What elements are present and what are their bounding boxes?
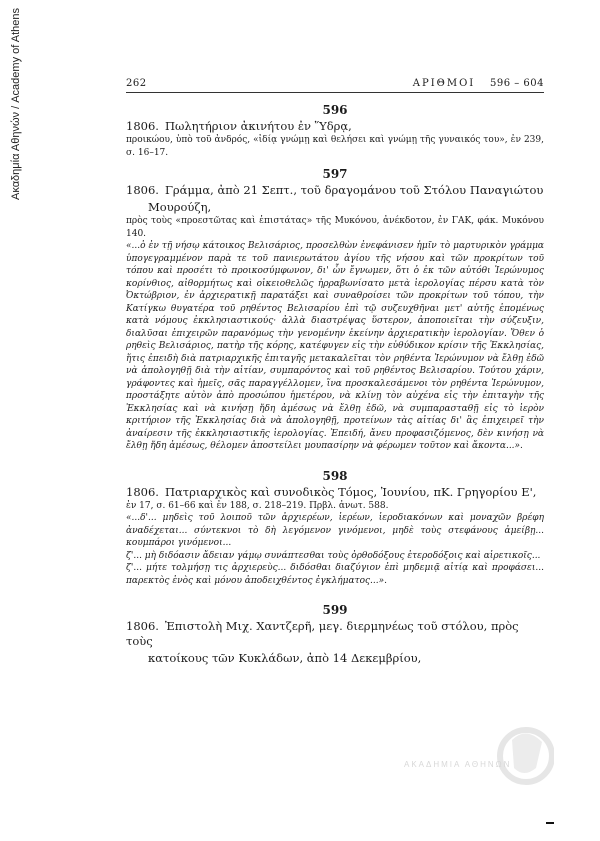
entry-title: Γράμμα, ἀπὸ 21 Σεπτ., τοῦ δραγομάνου τοῦ Στόλου Παναγιώτου	[164, 183, 544, 197]
entry-title-continued: κατοίκους τῶν Κυκλάδων, ἀπὸ 14 Δεκεμβρίου,	[148, 651, 422, 665]
watermark-text: ΑΚΑΔΗΜΙΑ ΑΘΗΝΩΝ	[404, 760, 512, 769]
entry-quote-line: ζ'... μὴ διδόασιν ἄδειαν γάμῳ συνάπτεσθαι τοὺς ὀρθοδόξους ἑτεροδόξοις καὶ αἱρετικοῖς...	[126, 550, 541, 561]
entry-quote-line: «...δ'... μηδεὶς τοῦ λοιποῦ τῶν ἀρχιερέων, ἱερέων, ἱεροδιακόνων καὶ μοναχῶν βρέφη ἀναδέχεται... σύντεκνοι τὸ δὴ λεγόμενον γινόμενοι, μηδὲ τοὺς στεφάνους ἀμείβῃ... κουμπάροι γινόμενοι...	[126, 513, 544, 548]
page-body	[126, 78, 544, 666]
entry-number: 596	[322, 103, 348, 117]
spine-label: Ακαδημία Αθηνών / Academy of Athens	[10, 7, 22, 200]
running-header	[126, 78, 544, 89]
entry-body: πρὸς τοὺς «προεστῶτας καὶ ἐπιστάτας» τῆς Μυκόνου, ἀνέκδοτον, ἐν ΓΑΚ, φάκ. Μυκόνου 140.	[126, 216, 544, 239]
entry-number: 599	[322, 603, 348, 617]
entry-body: ἐν 17, σ. 61–66 καὶ ἐν 188, σ. 218–219. Πρβλ. ἀνωτ. 588.	[126, 500, 389, 511]
entry-number: 597	[322, 167, 348, 181]
athena-head-icon	[404, 718, 554, 798]
entry-year: 1806.	[126, 619, 159, 633]
entry-number: 598	[322, 468, 348, 483]
entry-title: Ἐπιστολὴ Μιχ. Χαντζερῆ, μεγ. διερμηνέως τοῦ στόλου, πρὸς τοὺς	[126, 619, 519, 648]
entry-year: 1806.	[126, 183, 159, 197]
page-number: 262	[126, 78, 147, 89]
entry-title: Πατριαρχικὸς καὶ συνοδικὸς Τόμος, Ἰουνίου, πΚ. Γρηγορίου Ε',	[164, 484, 537, 499]
entry-heading	[126, 183, 544, 198]
header-rule	[126, 92, 544, 93]
entry-heading	[126, 119, 544, 134]
entry-year: 1806.	[126, 119, 159, 133]
entry-quote-line: ζ'... μήτε τολμήσῃ τις ἀρχιερεὺς... διδόσθαι διαζύγιον ἐπὶ μηδεμιᾷ αἰτίᾳ καὶ προφάσει... παρεκτὸς ἑνὸς καὶ μόνου ἀποδειχθέντος ἐγκλήματος...».	[126, 563, 544, 586]
header-title: ΑΡΙΘΜΟΙ	[412, 78, 476, 89]
entry-body: προικώου, ὑπὸ τοῦ ἀνδρός, «ἰδίᾳ γνώμῃ καὶ θελήσει καὶ γνώμῃ τῆς γυναικός του», ἐν 239, σ. 16–17.	[126, 135, 544, 158]
entry-heading	[126, 619, 544, 649]
entry-heading	[126, 485, 544, 500]
academy-watermark	[404, 718, 554, 798]
entry-year: 1806.	[126, 484, 159, 499]
entry-quote: «...ὁ ἐν τῇ νήσῳ κάτοικος Βελισάριος, προσελθὼν ἐνεφάνισεν ἡμῖν τὸ μαρτυρικὸν γράμμα ὑπογεγραμμένον παρὰ τε τοῦ πανιερωτάτου ἁγίου τῆς νήσου καὶ τῶν προκρίτων τοῦ τόπου καὶ προσέτι τὸ προικοσύμφωνον, δι' ὧν ἔγνωμεν, ὅτι ὁ ἐκ τῶν αὐτόθι Ἱερώνυμος κορίνθιος, αἰθορμήτως καὶ οἰκειοθελῶς ἠρραβωνίσατο μετὰ ἱερολογίας πέρσυ κατὰ τὸν Ὀκτώβριον, ἐν ἀρχιερατικῇ παρατάξει καὶ συναθροίσει τῶν προκρίτων τοῦ τόπου, τὴν Κατίγκω θυγατέρα τοῦ ρηθέντος Βελισαρίου ἐπὶ τῷ συζευχθῆναι μετ' αὐτῆς ἑπομένως κατὰ νόμους ἐκκλησιαστικούς· ἀλλὰ διαστρέψας ὕστερον, ἀποποιεῖται τὴν σύζευξιν, διαλῦσαι ἐπιχειρῶν παρανόμως τὴν γενομένην ἐκείνην ἀρχιερατικὴν ἱερολογίαν. Ὅθεν ὁ ρηθεὶς Βελισάριος, πατὴρ τῆς κόρης, κατέφυγεν εἰς τὴν εὐθύδικον κρίσιν τῆς Ἐκκλησίας, ἥτις ἐπειδὴ διὰ πατριαρχικῆς ἐπιταγῆς μετακαλεῖται τὸν ρηθέντα Ἱερώνυμον νὰ ἔλθῃ ἐδῶ νὰ ἀπολογηθῇ διὰ τὴν αἰτίαν, συμπαρόντος καὶ τοῦ ρηθέντος Βελισαρίου. Τούτου χάριν, γράφοντες καὶ ἡμεῖς, σᾶς παραγγέλλομεν, ἵνα προσκαλεσάμενοι τὸν ρηθέντα Ἱερώνυμον, προστάξητε αὐτὸν ἀπὸ προσώπου ἡμετέρου, νὰ κλίνῃ τὸν αὐχένα εἰς τὴν ἐπιταγὴν τῆς Ἐκκλησίας καὶ νὰ κινήσῃ ἤδη ἀμέσως νὰ ἔλθῃ ἐδῶ, νὰ συμπαρασταθῇ εἰς τὸ ἱερὸν κριτήριον τῆς Ἐκκλησίας διὰ νὰ ἀπολογηθῇ, προτείνων τὰς αἰτίας δι' ἃς ἐπιχειρεῖ τὴν ἀναίρεσιν τῆς ἐκκλησιαστικῆς ἱερολογίας. Ἐπειδή, ἄνευ προφασιζόμενος, δὲν κινήσῃ νὰ ἔλθῃ ἤδη ἀμέσως, θέλομεν ἀποστείλει μουπασίρην νὰ φέρωμεν τοῦτον καὶ ἄκοντα...».	[126, 241, 544, 451]
header-range: 596 – 604	[489, 78, 544, 89]
entry-title: Πωλητήριον ἀκινήτου ἐν Ὕδρᾳ,	[164, 119, 352, 133]
page-mark	[546, 822, 554, 824]
header-right	[413, 78, 544, 89]
entry-title-continued: Μουρούζη,	[148, 200, 212, 214]
